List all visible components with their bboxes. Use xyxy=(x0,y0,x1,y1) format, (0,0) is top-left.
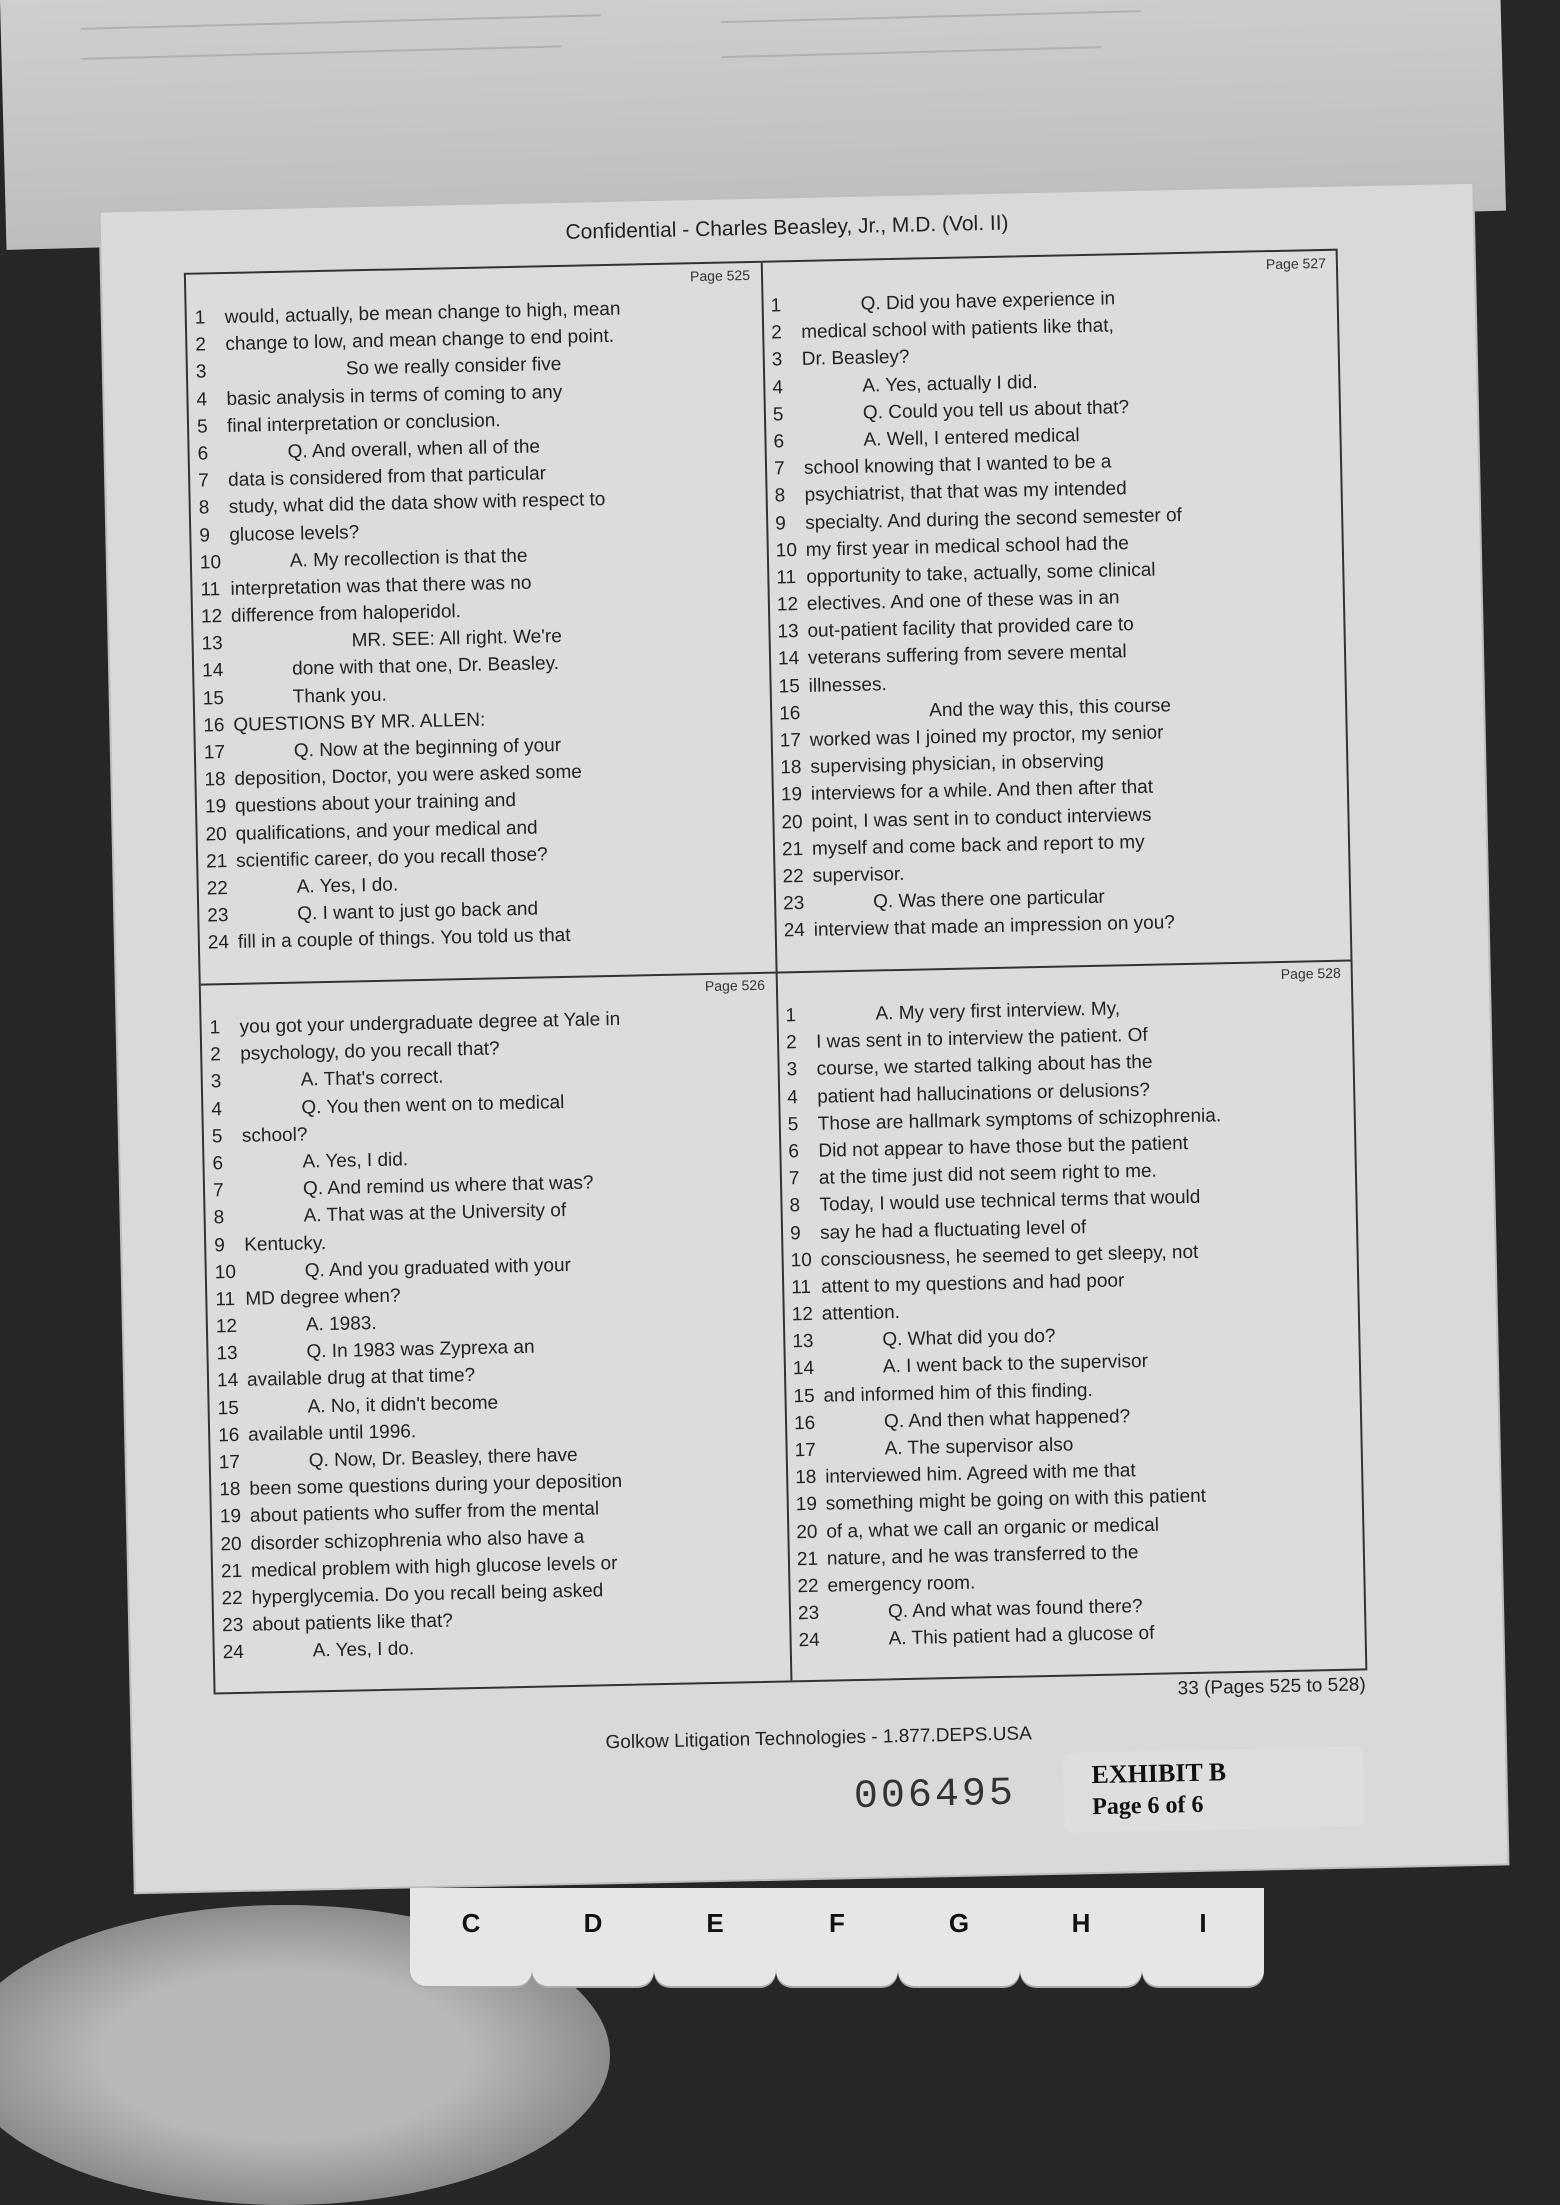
line-text: disorder schizophrenia who also have a xyxy=(250,1526,585,1555)
line-number: 1 xyxy=(209,1017,221,1039)
line-number: 16 xyxy=(778,702,801,725)
page-header-title: Confidential - Charles Beasley, Jr., M.D. (Vol. II) xyxy=(565,211,1009,244)
line-text: qualifications, and your medical and xyxy=(235,817,538,845)
line-text: deposition, Doctor, you were asked some xyxy=(234,761,583,791)
line-text: Q. Could you tell us about that? xyxy=(862,396,1130,424)
line-text: medical problem with high glucose levels or xyxy=(250,1552,618,1582)
line-number: 24 xyxy=(222,1642,245,1664)
line-number: 17 xyxy=(218,1451,241,1474)
line-number: 4 xyxy=(772,376,784,399)
bates-number: 006495 xyxy=(853,1771,1017,1821)
line-text: Q. And remind us where that was? xyxy=(302,1172,594,1200)
line-number: 6 xyxy=(773,431,785,453)
line-text: Q. I want to just go back and xyxy=(297,898,539,925)
line-text: psychiatrist, that that was my intended xyxy=(804,478,1127,507)
line-number: 11 xyxy=(215,1288,236,1311)
line-number: 9 xyxy=(213,1234,226,1256)
line-text: QUESTIONS BY MR. ALLEN: xyxy=(233,709,486,736)
line-number: 19 xyxy=(795,1494,818,1516)
line-number: 11 xyxy=(776,566,797,589)
line-number: 16 xyxy=(203,714,225,737)
transcript-page xyxy=(101,184,1508,1892)
line-number: 1 xyxy=(770,295,782,317)
page-label: Page 528 xyxy=(1280,964,1341,982)
line-text: data is considered from that particular xyxy=(227,463,547,492)
line-number: 15 xyxy=(793,1385,815,1407)
line-number: 20 xyxy=(220,1533,242,1555)
line-number: 17 xyxy=(203,742,226,764)
tab-i[interactable]: I xyxy=(1142,1888,1264,1986)
line-number: 12 xyxy=(791,1303,814,1326)
line-text: glucose levels? xyxy=(229,521,360,546)
line-number: 18 xyxy=(794,1467,817,1489)
line-number: 7 xyxy=(773,458,785,480)
line-number: 14 xyxy=(216,1370,239,1392)
line-number: 13 xyxy=(201,633,223,655)
line-text: Q. Did you have experience in xyxy=(860,288,1116,315)
line-text: Q. And overall, when all of the xyxy=(287,436,541,463)
line-number: 10 xyxy=(790,1249,813,1272)
line-text: fill in a couple of things. You told us that xyxy=(237,925,571,954)
line-text: difference from haloperidol. xyxy=(230,601,462,627)
line-text: something might be going on with this patient xyxy=(825,1486,1207,1516)
line-number: 24 xyxy=(207,932,230,954)
line-number: 18 xyxy=(204,769,226,791)
line-text: Q. And what was found there? xyxy=(887,1596,1143,1623)
line-number: 1 xyxy=(194,307,206,329)
line-text: attent to my questions and had poor xyxy=(821,1270,1125,1298)
line-number: 14 xyxy=(777,648,800,670)
line-text: about patients who suffer from the mental xyxy=(249,1498,600,1528)
line-text: Q. Was there one particular xyxy=(872,886,1105,913)
line-text: Q. You then went on to medical xyxy=(301,1091,565,1119)
line-number: 2 xyxy=(785,1032,797,1054)
line-number: 1 xyxy=(785,1005,797,1027)
quadrant-page-525 xyxy=(186,263,775,983)
line-number: 13 xyxy=(777,621,799,643)
index-tabs xyxy=(410,1888,1270,1998)
line-text: A. I went back to the supervisor xyxy=(882,1351,1149,1378)
quadrant-page-526 xyxy=(201,973,790,1693)
line-number: 10 xyxy=(214,1261,237,1284)
line-text: supervising physician, in observing xyxy=(810,750,1105,778)
line-text: study, what did the data show with respect to xyxy=(228,489,606,519)
line-text: available until 1996. xyxy=(247,1421,417,1446)
line-text: Thank you. xyxy=(292,684,387,708)
line-text: school? xyxy=(241,1124,308,1147)
line-text: been some questions during your deposition xyxy=(249,1471,623,1500)
line-number: 24 xyxy=(798,1630,820,1652)
line-text: Q. In 1983 was Zyprexa an xyxy=(306,1336,535,1363)
line-number: 7 xyxy=(788,1168,800,1190)
line-number: 3 xyxy=(786,1059,798,1081)
line-number: 13 xyxy=(216,1343,238,1365)
line-number: 2 xyxy=(195,334,207,356)
line-text: Kentucky. xyxy=(243,1232,327,1256)
line-text: And the way this, this course xyxy=(928,695,1172,722)
line-number: 3 xyxy=(210,1071,222,1093)
line-text: emergency room. xyxy=(827,1572,976,1597)
line-text: basic analysis in terms of coming to any xyxy=(226,381,563,410)
line-number: 14 xyxy=(201,660,224,682)
transcript-lines xyxy=(785,991,1359,1655)
line-number: 11 xyxy=(791,1276,812,1299)
line-text: A. Yes, I did. xyxy=(302,1149,409,1173)
line-number: 22 xyxy=(797,1575,819,1598)
line-text: you got your undergraduate degree at Yale in xyxy=(239,1008,621,1038)
line-number: 5 xyxy=(787,1113,799,1136)
line-text: medical school with patients like that, xyxy=(801,315,1114,344)
line-text: interview that made an impression on you? xyxy=(813,912,1176,942)
line-text: course, we started talking about has the xyxy=(816,1052,1153,1081)
line-number: 11 xyxy=(200,579,221,601)
line-text: psychology, do you recall that? xyxy=(240,1038,500,1065)
line-text: opportunity to take, actually, some clinical xyxy=(806,559,1156,588)
line-number: 23 xyxy=(207,905,229,927)
line-text: interviewed him. Agreed with me that xyxy=(824,1460,1136,1488)
line-number: 3 xyxy=(195,361,207,383)
line-text: about patients like that? xyxy=(251,1610,454,1636)
line-number: 18 xyxy=(780,757,802,779)
transcript-lines xyxy=(770,281,1344,945)
line-text: Dr. Beasley? xyxy=(801,347,910,371)
line-number: 12 xyxy=(215,1316,238,1338)
line-text: I was sent in to interview the patient. Of xyxy=(815,1024,1148,1053)
line-text: So we really consider five xyxy=(345,354,562,380)
line-text: point, I was sent in to conduct interviews xyxy=(811,804,1152,833)
line-number: 8 xyxy=(774,485,786,507)
line-number: 6 xyxy=(212,1153,224,1175)
quadrant-page-527 xyxy=(762,251,1351,971)
line-number: 8 xyxy=(789,1195,801,1217)
line-number: 2 xyxy=(210,1044,222,1066)
tab-d[interactable]: D xyxy=(532,1888,654,1986)
line-text: hyperglycemia. Do you recall being asked xyxy=(251,1580,604,1609)
line-text: available drug at that time? xyxy=(246,1365,476,1392)
line-text: change to low, and mean change to end point. xyxy=(225,326,615,356)
line-text: veterans suffering from severe mental xyxy=(807,641,1127,670)
line-text: at the time just did not seem right to me. xyxy=(818,1160,1158,1189)
line-text: school knowing that I wanted to be a xyxy=(803,451,1112,479)
line-number: 9 xyxy=(774,512,787,534)
line-text: questions about your training and xyxy=(234,790,517,818)
line-text: A. The supervisor also xyxy=(884,1434,1074,1460)
line-text: Those are hallmark symptoms of schizophrenia. xyxy=(817,1105,1222,1135)
line-number: 4 xyxy=(787,1086,799,1108)
exhibit-label xyxy=(1063,1746,1365,1832)
tab-g[interactable]: G xyxy=(898,1888,1020,1986)
line-number: 20 xyxy=(781,811,803,833)
line-number: 2 xyxy=(771,322,783,344)
exhibit-title: EXHIBIT B xyxy=(1091,1757,1227,1790)
line-number: 8 xyxy=(198,497,210,519)
line-number: 10 xyxy=(199,551,222,574)
line-number: 15 xyxy=(202,687,225,710)
line-number: 21 xyxy=(220,1560,243,1583)
line-text: and informed him of this finding. xyxy=(823,1379,1093,1407)
line-number: 17 xyxy=(779,730,802,752)
line-text: out-patient facility that provided care to xyxy=(807,614,1134,643)
line-number: 7 xyxy=(212,1180,224,1202)
page-label: Page 527 xyxy=(1265,254,1327,273)
line-number: 20 xyxy=(796,1521,818,1543)
line-number: 14 xyxy=(792,1358,815,1380)
line-text: Q. Now at the beginning of your xyxy=(293,735,562,762)
line-text: A. My very first interview. My, xyxy=(875,998,1121,1025)
line-number: 23 xyxy=(782,893,805,915)
line-number: 22 xyxy=(206,877,229,900)
line-number: 16 xyxy=(217,1424,240,1447)
line-text: A. Yes, I do. xyxy=(296,874,399,898)
line-text: A. That was at the University of xyxy=(303,1200,567,1227)
tab-h[interactable]: H xyxy=(1020,1888,1142,1986)
line-number: 18 xyxy=(219,1479,241,1501)
line-text: specialty. And during the second semester of xyxy=(804,504,1183,534)
line-text: A. Yes, actually I did. xyxy=(862,371,1038,397)
line-text: A. Yes, I do. xyxy=(312,1638,415,1662)
page-range: 33 (Pages 525 to 528) xyxy=(1177,1674,1366,1700)
line-text: Q. Now, Dr. Beasley, there have xyxy=(308,1444,578,1472)
line-text: A. 1983. xyxy=(305,1313,377,1336)
line-number: 21 xyxy=(205,850,228,873)
line-number: 5 xyxy=(772,404,784,426)
line-number: 6 xyxy=(197,443,209,465)
line-number: 8 xyxy=(213,1207,225,1229)
line-number: 20 xyxy=(205,823,227,846)
tab-f[interactable]: F xyxy=(776,1888,898,1986)
line-text: say he had a fluctuating level of xyxy=(819,1216,1087,1244)
line-text: Q. And you graduated with your xyxy=(304,1254,572,1282)
line-number: 5 xyxy=(211,1125,223,1148)
line-number: 4 xyxy=(196,388,208,411)
line-text: A. My recollection is that the xyxy=(289,545,528,572)
line-text: nature, and he was transferred to the xyxy=(826,1541,1139,1570)
line-text: my first year in medical school had the xyxy=(805,532,1130,561)
line-number: 12 xyxy=(776,594,799,616)
transcript-lines xyxy=(209,1003,783,1667)
line-text: consciousness, he seemed to get sleepy, not xyxy=(820,1241,1199,1271)
line-number: 23 xyxy=(797,1602,820,1625)
line-number: 6 xyxy=(788,1141,800,1163)
line-number: 12 xyxy=(200,606,223,628)
line-number: 16 xyxy=(793,1412,816,1435)
line-number: 22 xyxy=(221,1587,243,1610)
quadrant-page-528 xyxy=(777,961,1366,1681)
company-footer: Golkow Litigation Technologies - 1.877.DEPS.USA xyxy=(605,1723,1033,1754)
line-number: 9 xyxy=(789,1222,801,1244)
line-text: final interpretation or conclusion. xyxy=(226,409,501,437)
line-text: worked was I joined my proctor, my senior xyxy=(809,722,1164,751)
line-number: 15 xyxy=(778,675,800,698)
line-text: Q. What did you do? xyxy=(882,1326,1056,1351)
line-text: A. This patient had a glucose of xyxy=(888,1623,1155,1650)
transcript-grid xyxy=(184,249,1368,1695)
line-text: Today, I would use technical terms that would xyxy=(819,1187,1201,1217)
line-text: supervisor. xyxy=(812,863,905,887)
line-number: 24 xyxy=(783,920,806,942)
line-number: 19 xyxy=(219,1506,242,1528)
line-number: 7 xyxy=(197,470,210,492)
tab-c[interactable]: C xyxy=(410,1888,532,1986)
line-number: 22 xyxy=(782,865,804,888)
line-text: myself and come back and report to my xyxy=(811,831,1145,860)
tab-e[interactable]: E xyxy=(654,1888,776,1986)
page-label: Page 525 xyxy=(689,266,751,285)
line-text: A. That's correct. xyxy=(300,1066,444,1091)
line-text: patient had hallucinations or delusions? xyxy=(817,1079,1151,1108)
line-number: 13 xyxy=(792,1331,814,1353)
line-text: done with that one, Dr. Beasley. xyxy=(291,653,560,681)
line-text: Did not appear to have those but the patient xyxy=(818,1132,1189,1162)
line-text: MR. SEE: All right. We're xyxy=(351,626,562,652)
line-text: attention. xyxy=(821,1302,901,1325)
line-text: scientific career, do you recall those? xyxy=(235,844,548,872)
line-number: 3 xyxy=(771,349,783,371)
line-text: Q. And then what happened? xyxy=(883,1406,1131,1433)
line-text: A. No, it didn't become xyxy=(307,1392,499,1418)
line-text: would, actually, be mean change to high, mean xyxy=(224,298,621,328)
line-text: interviews for a while. And then after that xyxy=(810,777,1154,806)
line-number: 5 xyxy=(196,416,208,438)
line-text: MD degree when? xyxy=(245,1285,401,1310)
line-text: electives. And one of these was in an xyxy=(806,587,1120,615)
line-text: A. Well, I entered medical xyxy=(863,425,1080,451)
line-number: 15 xyxy=(217,1397,239,1419)
line-number: 4 xyxy=(211,1098,223,1120)
line-number: 21 xyxy=(796,1548,819,1571)
page-label: Page 526 xyxy=(704,976,766,995)
line-number: 21 xyxy=(781,838,804,861)
line-text: illnesses. xyxy=(808,673,887,697)
line-text: interpretation was that there was no xyxy=(230,572,532,600)
line-number: 23 xyxy=(221,1614,244,1637)
line-number: 19 xyxy=(204,796,227,818)
line-number: 19 xyxy=(780,784,803,806)
exhibit-page: Page 6 of 6 xyxy=(1091,1791,1204,1821)
line-number: 9 xyxy=(199,524,211,547)
line-number: 10 xyxy=(775,539,798,562)
line-number: 17 xyxy=(794,1439,816,1462)
line-text: of a, what we call an organic or medical xyxy=(826,1514,1160,1543)
transcript-lines xyxy=(195,293,769,957)
